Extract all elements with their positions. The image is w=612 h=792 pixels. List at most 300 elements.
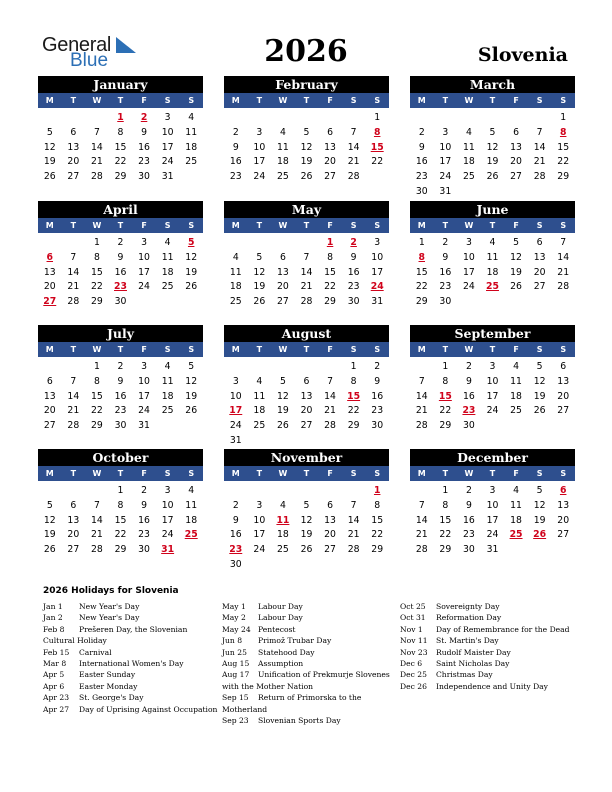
holiday-day-cell: 8 bbox=[559, 126, 567, 138]
day-cell: 29 bbox=[439, 420, 452, 432]
day-cell: 20 bbox=[300, 405, 313, 417]
day-cell: 2 bbox=[442, 237, 449, 248]
holiday-date: Nov 23 bbox=[400, 647, 428, 657]
holiday-date: Sep 15 bbox=[222, 693, 249, 703]
weekday-label: M bbox=[45, 221, 54, 230]
day-cell: 4 bbox=[489, 237, 496, 248]
day-cell: 7 bbox=[350, 126, 357, 138]
day-cell: 9 bbox=[442, 251, 449, 263]
holiday-date: Feb 8 bbox=[43, 624, 65, 634]
day-grid bbox=[410, 111, 575, 200]
day-cell: 15 bbox=[91, 390, 103, 402]
day-cell: 24 bbox=[138, 405, 150, 417]
day-cell: 16 bbox=[463, 390, 475, 402]
day-cell: 25 bbox=[463, 171, 475, 183]
day-cell: 1 bbox=[418, 237, 425, 248]
day-cell: 12 bbox=[300, 514, 313, 526]
day-cell: 20 bbox=[43, 405, 56, 417]
weekday-label: M bbox=[417, 345, 426, 354]
day-cell: 21 bbox=[347, 156, 360, 168]
day-cell: 4 bbox=[279, 499, 286, 511]
day-cell: 16 bbox=[138, 141, 150, 153]
weekday-label: W bbox=[92, 345, 102, 354]
empty-day-cell bbox=[410, 360, 434, 375]
holiday-day-cell: 1 bbox=[373, 485, 381, 496]
day-cell: 14 bbox=[67, 266, 80, 278]
holiday-date: Feb 15 bbox=[43, 647, 70, 657]
day-cell: 5 bbox=[256, 251, 263, 263]
weekday-label: T bbox=[303, 221, 310, 230]
day-cell: 16 bbox=[114, 390, 127, 402]
weekday-label: T bbox=[303, 345, 310, 354]
weekday-label: F bbox=[141, 96, 147, 105]
day-cell: 25 bbox=[510, 405, 522, 417]
weekday-label: S bbox=[374, 221, 381, 230]
day-cell: 7 bbox=[70, 251, 77, 263]
day-cell: 14 bbox=[533, 141, 546, 153]
holiday-name: New Year's Day bbox=[79, 613, 140, 623]
weekday-label: T bbox=[70, 469, 77, 478]
day-cell: 6 bbox=[46, 375, 53, 387]
month-march bbox=[410, 76, 575, 200]
empty-day-cell bbox=[271, 360, 295, 375]
empty-day-cell bbox=[224, 111, 248, 126]
day-cell: 30 bbox=[114, 296, 127, 308]
day-cell: 13 bbox=[43, 390, 56, 402]
holiday-day-cell: 23 bbox=[114, 281, 127, 293]
day-cell: 8 bbox=[442, 499, 449, 511]
day-cell: 2 bbox=[141, 485, 148, 496]
empty-day-cell bbox=[434, 111, 458, 126]
day-cell: 17 bbox=[439, 156, 452, 168]
weekday-label: W bbox=[464, 345, 474, 354]
day-cell: 29 bbox=[114, 171, 127, 183]
day-cell: 26 bbox=[185, 405, 198, 417]
day-cell: 11 bbox=[510, 499, 522, 511]
day-cell: 19 bbox=[510, 266, 522, 278]
weekday-header bbox=[38, 342, 203, 357]
holiday-entry bbox=[222, 647, 390, 658]
day-cell: 18 bbox=[486, 266, 499, 278]
holiday-name: Easter Monday bbox=[79, 681, 138, 691]
weekday-label: S bbox=[560, 221, 567, 230]
day-cell: 3 bbox=[164, 485, 171, 496]
empty-day-cell bbox=[38, 111, 62, 126]
day-cell: 7 bbox=[560, 237, 567, 248]
weekday-label: T bbox=[117, 345, 124, 354]
day-cell: 25 bbox=[161, 281, 174, 293]
day-cell: 16 bbox=[415, 156, 428, 168]
day-cell: 13 bbox=[43, 266, 56, 278]
day-cell: 12 bbox=[185, 375, 198, 387]
weekday-label: S bbox=[536, 221, 543, 230]
day-cell: 21 bbox=[67, 405, 80, 417]
weekday-label: S bbox=[374, 469, 381, 478]
day-cell: 6 bbox=[513, 126, 520, 138]
weekday-label: S bbox=[164, 345, 171, 354]
holiday-name: Prešeren Day, the Slovenian bbox=[79, 624, 188, 634]
empty-day-cell bbox=[85, 111, 109, 126]
day-grid bbox=[38, 236, 203, 310]
day-cell: 31 bbox=[486, 544, 499, 556]
day-cell: 27 bbox=[557, 529, 570, 541]
country-name: Slovenia bbox=[477, 44, 568, 66]
day-cell: 27 bbox=[533, 281, 546, 293]
day-cell: 22 bbox=[557, 156, 570, 168]
weekday-label: T bbox=[256, 221, 263, 230]
holidays-column bbox=[43, 601, 217, 715]
day-cell: 5 bbox=[279, 375, 286, 387]
day-cell: 20 bbox=[43, 281, 56, 293]
day-grid bbox=[38, 360, 203, 434]
month-title: April bbox=[38, 201, 203, 218]
weekday-label: S bbox=[350, 345, 357, 354]
day-cell: 19 bbox=[185, 390, 198, 402]
day-cell: 2 bbox=[418, 126, 425, 138]
weekday-label: W bbox=[92, 469, 102, 478]
weekday-label: M bbox=[231, 469, 240, 478]
holiday-name: Easter Sunday bbox=[79, 670, 136, 680]
holiday-name: Carnival bbox=[79, 647, 112, 657]
holiday-entry bbox=[400, 647, 570, 658]
day-cell: 14 bbox=[91, 514, 103, 526]
empty-day-cell bbox=[271, 236, 295, 251]
day-cell: 5 bbox=[46, 126, 53, 138]
day-cell: 15 bbox=[415, 266, 428, 278]
day-cell: 8 bbox=[442, 375, 449, 387]
day-cell: 7 bbox=[418, 499, 425, 511]
day-cell: 30 bbox=[439, 296, 452, 308]
holiday-name: Labour Day bbox=[258, 602, 303, 611]
day-cell: 11 bbox=[510, 375, 522, 387]
holiday-date: Apr 5 bbox=[43, 670, 65, 680]
holiday-day-cell: 6 bbox=[46, 251, 54, 263]
weekday-label: T bbox=[70, 96, 77, 105]
day-cell: 23 bbox=[347, 281, 360, 293]
day-cell: 27 bbox=[557, 405, 570, 417]
day-cell: 11 bbox=[486, 251, 499, 263]
day-cell: 13 bbox=[67, 141, 80, 153]
day-cell: 20 bbox=[510, 156, 522, 168]
day-cell: 6 bbox=[327, 126, 334, 138]
day-cell: 2 bbox=[232, 126, 239, 138]
month-november bbox=[224, 449, 389, 573]
holiday-date: Oct 25 bbox=[400, 602, 426, 611]
day-grid bbox=[410, 360, 575, 434]
empty-day-cell bbox=[318, 111, 342, 126]
day-cell: 8 bbox=[117, 499, 124, 511]
holiday-entry bbox=[43, 669, 217, 680]
day-cell: 15 bbox=[557, 141, 570, 153]
weekday-label: F bbox=[513, 221, 519, 230]
weekday-label: T bbox=[70, 221, 77, 230]
day-cell: 18 bbox=[277, 529, 289, 541]
weekday-label: S bbox=[536, 96, 543, 105]
day-cell: 15 bbox=[91, 266, 103, 278]
day-cell: 2 bbox=[117, 361, 124, 372]
month-title: December bbox=[410, 449, 575, 466]
day-grid bbox=[410, 236, 575, 310]
day-cell: 18 bbox=[253, 405, 266, 417]
holiday-day-cell: 5 bbox=[187, 237, 195, 248]
weekday-label: F bbox=[327, 345, 333, 354]
weekday-label: W bbox=[278, 345, 288, 354]
day-cell: 18 bbox=[161, 266, 174, 278]
weekday-label: M bbox=[45, 345, 54, 354]
day-cell: 25 bbox=[185, 156, 198, 168]
day-cell: 22 bbox=[415, 281, 428, 293]
day-cell: 4 bbox=[164, 361, 171, 372]
day-cell: 7 bbox=[303, 251, 310, 263]
day-cell: 28 bbox=[415, 420, 428, 432]
day-cell: 23 bbox=[138, 529, 150, 541]
weekday-label: T bbox=[303, 96, 310, 105]
day-cell: 22 bbox=[324, 281, 336, 293]
holiday-day-cell: 8 bbox=[373, 126, 381, 138]
day-cell: 11 bbox=[229, 266, 242, 278]
day-cell: 24 bbox=[439, 171, 452, 183]
weekday-label: M bbox=[45, 96, 54, 105]
day-cell: 12 bbox=[43, 141, 56, 153]
day-cell: 28 bbox=[91, 544, 103, 556]
weekday-label: F bbox=[327, 96, 333, 105]
day-cell: 17 bbox=[161, 514, 174, 526]
holiday-name-continued: Cultural Holiday bbox=[43, 636, 107, 646]
day-cell: 22 bbox=[114, 156, 127, 168]
holiday-name: Saint Nicholas Day bbox=[436, 659, 510, 669]
day-cell: 21 bbox=[324, 405, 336, 417]
day-cell: 21 bbox=[91, 156, 103, 168]
day-cell: 6 bbox=[279, 251, 286, 263]
day-cell: 18 bbox=[229, 281, 242, 293]
day-cell: 13 bbox=[324, 514, 336, 526]
day-cell: 27 bbox=[67, 544, 80, 556]
weekday-label: T bbox=[489, 221, 496, 230]
day-cell: 9 bbox=[117, 251, 124, 263]
day-cell: 3 bbox=[164, 112, 171, 123]
day-cell: 2 bbox=[465, 485, 472, 496]
holiday-name: Sovereignty Day bbox=[436, 602, 500, 611]
holiday-name: St. Martin's Day bbox=[436, 636, 499, 646]
day-grid bbox=[224, 484, 389, 573]
day-cell: 28 bbox=[300, 296, 313, 308]
day-cell: 11 bbox=[463, 141, 475, 153]
day-cell: 23 bbox=[138, 156, 150, 168]
day-cell: 29 bbox=[371, 544, 384, 556]
day-cell: 5 bbox=[536, 485, 543, 496]
holiday-entry bbox=[43, 612, 217, 623]
day-cell: 15 bbox=[439, 514, 452, 526]
day-cell: 5 bbox=[513, 237, 520, 248]
weekday-label: T bbox=[442, 221, 449, 230]
weekday-header bbox=[410, 466, 575, 481]
day-cell: 9 bbox=[141, 499, 148, 511]
day-cell: 26 bbox=[43, 544, 56, 556]
day-cell: 4 bbox=[164, 237, 171, 248]
day-cell: 12 bbox=[300, 141, 313, 153]
day-cell: 6 bbox=[536, 237, 543, 248]
holiday-entry bbox=[222, 624, 390, 635]
day-cell: 29 bbox=[114, 544, 127, 556]
weekday-header bbox=[224, 342, 389, 357]
empty-day-cell bbox=[318, 484, 342, 499]
holiday-name: Independence and Unity Day bbox=[436, 681, 548, 691]
day-cell: 2 bbox=[465, 361, 472, 372]
holidays-column bbox=[400, 601, 570, 692]
weekday-label: F bbox=[327, 221, 333, 230]
weekday-label: S bbox=[350, 469, 357, 478]
day-cell: 17 bbox=[161, 141, 174, 153]
day-cell: 19 bbox=[185, 266, 198, 278]
day-cell: 19 bbox=[533, 390, 546, 402]
day-cell: 1 bbox=[93, 237, 100, 248]
day-cell: 1 bbox=[350, 361, 357, 372]
weekday-label: W bbox=[278, 221, 288, 230]
day-cell: 8 bbox=[350, 375, 357, 387]
weekday-header bbox=[38, 466, 203, 481]
holiday-day-cell: 2 bbox=[140, 112, 148, 123]
day-cell: 16 bbox=[439, 266, 452, 278]
holiday-day-cell: 8 bbox=[418, 251, 426, 263]
day-cell: 21 bbox=[557, 266, 570, 278]
holiday-name-continued: with the Mother Nation bbox=[222, 681, 314, 691]
day-cell: 27 bbox=[324, 544, 336, 556]
day-cell: 12 bbox=[533, 499, 546, 511]
day-cell: 1 bbox=[93, 361, 100, 372]
day-cell: 19 bbox=[43, 529, 56, 541]
holiday-date: Oct 31 bbox=[400, 613, 426, 623]
empty-day-cell bbox=[295, 236, 319, 251]
holiday-name: Day of Uprising Against Occupation bbox=[79, 704, 218, 714]
logo-text-top: General bbox=[42, 34, 112, 56]
holiday-day-cell: 15 bbox=[370, 141, 384, 153]
holiday-day-cell: 1 bbox=[117, 112, 124, 123]
holiday-date: May 2 bbox=[222, 613, 246, 623]
day-cell: 24 bbox=[253, 171, 266, 183]
day-cell: 4 bbox=[465, 126, 472, 138]
day-cell: 6 bbox=[327, 499, 334, 511]
weekday-label: S bbox=[536, 345, 543, 354]
day-cell: 23 bbox=[371, 405, 384, 417]
empty-day-cell bbox=[248, 484, 272, 499]
weekday-label: T bbox=[489, 96, 496, 105]
day-cell: 16 bbox=[138, 514, 150, 526]
holiday-entry bbox=[43, 647, 217, 658]
day-cell: 15 bbox=[114, 141, 127, 153]
holiday-name-continued: Motherland bbox=[222, 704, 268, 714]
day-cell: 1 bbox=[442, 485, 449, 496]
month-title: May bbox=[224, 201, 389, 218]
weekday-label: T bbox=[442, 345, 449, 354]
day-cell: 1 bbox=[117, 485, 124, 496]
day-cell: 18 bbox=[463, 156, 475, 168]
day-cell: 6 bbox=[70, 499, 77, 511]
day-cell: 7 bbox=[93, 126, 100, 138]
day-cell: 9 bbox=[232, 141, 239, 153]
weekday-label: T bbox=[117, 221, 124, 230]
day-cell: 18 bbox=[510, 390, 522, 402]
day-cell: 7 bbox=[536, 126, 543, 138]
day-grid bbox=[410, 484, 575, 558]
day-cell: 21 bbox=[300, 281, 313, 293]
weekday-label: W bbox=[464, 221, 474, 230]
weekday-header bbox=[224, 93, 389, 108]
day-cell: 20 bbox=[67, 529, 80, 541]
day-cell: 5 bbox=[303, 126, 310, 138]
day-cell: 29 bbox=[439, 544, 452, 556]
empty-day-cell bbox=[318, 360, 342, 375]
empty-day-cell bbox=[271, 111, 295, 126]
day-cell: 1 bbox=[374, 112, 381, 123]
month-title: October bbox=[38, 449, 203, 466]
day-cell: 5 bbox=[489, 126, 496, 138]
day-cell: 5 bbox=[303, 499, 310, 511]
holiday-day-cell: 6 bbox=[559, 485, 567, 496]
empty-day-cell bbox=[224, 236, 248, 251]
day-cell: 21 bbox=[533, 156, 546, 168]
day-cell: 7 bbox=[70, 375, 77, 387]
holiday-day-cell: 15 bbox=[347, 390, 361, 402]
holiday-date: Apr 27 bbox=[43, 704, 70, 714]
day-cell: 13 bbox=[324, 141, 336, 153]
holiday-name: Day of Remembrance for the Dead bbox=[436, 624, 570, 634]
holiday-date: Sep 23 bbox=[222, 716, 249, 726]
day-cell: 12 bbox=[510, 251, 522, 263]
day-cell: 24 bbox=[486, 405, 499, 417]
empty-day-cell bbox=[38, 236, 62, 251]
day-cell: 10 bbox=[253, 514, 266, 526]
holiday-entry bbox=[222, 658, 390, 669]
month-april bbox=[38, 201, 203, 310]
day-cell: 17 bbox=[486, 514, 499, 526]
holiday-day-cell: 17 bbox=[229, 405, 243, 417]
weekday-header bbox=[410, 93, 575, 108]
day-cell: 3 bbox=[232, 375, 239, 387]
weekday-label: S bbox=[188, 96, 195, 105]
day-cell: 9 bbox=[465, 499, 472, 511]
day-cell: 24 bbox=[463, 281, 475, 293]
holiday-date: Jan 1 bbox=[43, 602, 63, 611]
day-cell: 4 bbox=[188, 112, 195, 123]
empty-day-cell bbox=[248, 360, 272, 375]
day-cell: 2 bbox=[232, 499, 239, 511]
day-cell: 12 bbox=[277, 390, 289, 402]
page-title-year: 2026 bbox=[264, 34, 348, 69]
holidays-heading: 2026 Holidays for Slovenia bbox=[43, 586, 179, 596]
day-cell: 23 bbox=[463, 529, 475, 541]
weekday-label: S bbox=[164, 221, 171, 230]
holiday-entry bbox=[222, 669, 390, 680]
day-cell: 12 bbox=[533, 375, 546, 387]
holiday-name: Christmas Day bbox=[436, 670, 493, 680]
holiday-name: Unification of Prekmurje Slovenes bbox=[258, 670, 390, 680]
weekday-label: M bbox=[417, 221, 426, 230]
holiday-entry bbox=[43, 658, 217, 669]
day-cell: 13 bbox=[557, 499, 570, 511]
month-february bbox=[224, 76, 389, 185]
day-cell: 4 bbox=[513, 361, 520, 372]
holiday-name: Return of Primorska to the bbox=[258, 693, 362, 703]
weekday-label: S bbox=[350, 96, 357, 105]
month-august bbox=[224, 325, 389, 449]
day-cell: 3 bbox=[141, 237, 148, 248]
day-cell: 22 bbox=[439, 529, 452, 541]
weekday-label: T bbox=[256, 96, 263, 105]
weekday-label: W bbox=[92, 221, 102, 230]
day-cell: 30 bbox=[415, 185, 428, 197]
day-cell: 2 bbox=[374, 361, 381, 372]
day-cell: 11 bbox=[253, 390, 266, 402]
